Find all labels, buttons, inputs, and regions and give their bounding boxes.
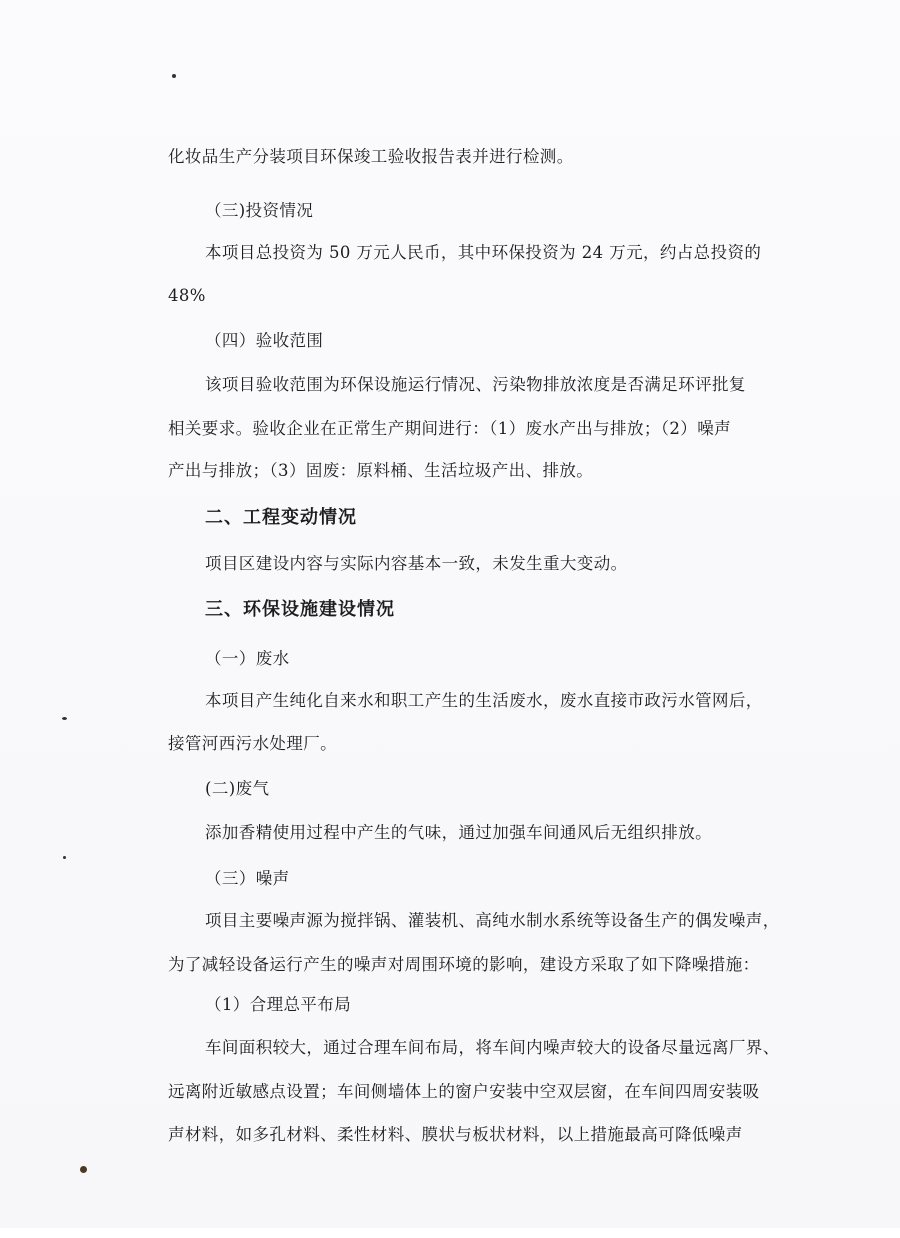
subsection-heading: （一）废水	[205, 649, 290, 668]
body-line: 该项目验收范围为环保设施运行情况、污染物排放浓度是否满足环评批复	[205, 375, 746, 394]
subsection-heading: （1）合理总平布局	[205, 995, 352, 1014]
body-line: 项目主要噪声源为搅拌锅、灌装机、高纯水制水系统等设备生产的偶发噪声，	[205, 911, 780, 930]
scan-speck	[172, 74, 176, 78]
body-line: 相关要求。验收企业在正常生产期间进行：（1）废水产出与排放；（2）噪声	[168, 419, 731, 438]
body-line: 远离附近敏感点设置；车间侧墙体上的窗户安装中空双层窗，在车间四周安装吸	[168, 1082, 760, 1101]
scan-speck	[63, 856, 66, 859]
page-bottom-edge	[0, 1228, 900, 1238]
scan-speck	[80, 1166, 87, 1173]
body-line: 48%	[168, 286, 206, 305]
body-line: 产出与排放；（3）固废：原料桶、生活垃圾产出、排放。	[168, 461, 594, 480]
body-line: 声材料，如多孔材料、柔性材料、膜状与板状材料，以上措施最高可降低噪声	[168, 1125, 743, 1144]
subsection-heading: （三）噪声	[205, 869, 290, 888]
body-line: 车间面积较大，通过合理车间布局，将车间内噪声较大的设备尽量远离厂界、	[205, 1038, 780, 1057]
body-line: 本项目产生纯化自来水和职工产生的生活废水，废水直接市政污水管网后，	[205, 691, 763, 710]
scan-speck	[62, 717, 67, 720]
section-heading: 三、环保设施建设情况	[205, 599, 395, 620]
body-line: 为了减轻设备运行产生的噪声对周围环境的影响，建设方采取了如下降噪措施：	[168, 955, 760, 974]
subsection-heading: （四）验收范围	[205, 331, 324, 350]
body-line: 接管河西污水处理厂。	[168, 734, 337, 753]
subsection-heading: （三)投资情况	[205, 201, 314, 220]
body-line: 本项目总投资为 50 万元人民币，其中环保投资为 24 万元，约占总投资的	[205, 243, 762, 262]
body-line: 添加香精使用过程中产生的气味，通过加强车间通风后无组织排放。	[205, 823, 712, 842]
body-line: 化妆品生产分装项目环保竣工验收报告表并进行检测。	[168, 147, 574, 166]
subsection-heading: (二)废气	[205, 779, 270, 798]
body-line: 项目区建设内容与实际内容基本一致，未发生重大变动。	[205, 554, 628, 573]
section-heading: 二、工程变动情况	[205, 507, 357, 528]
